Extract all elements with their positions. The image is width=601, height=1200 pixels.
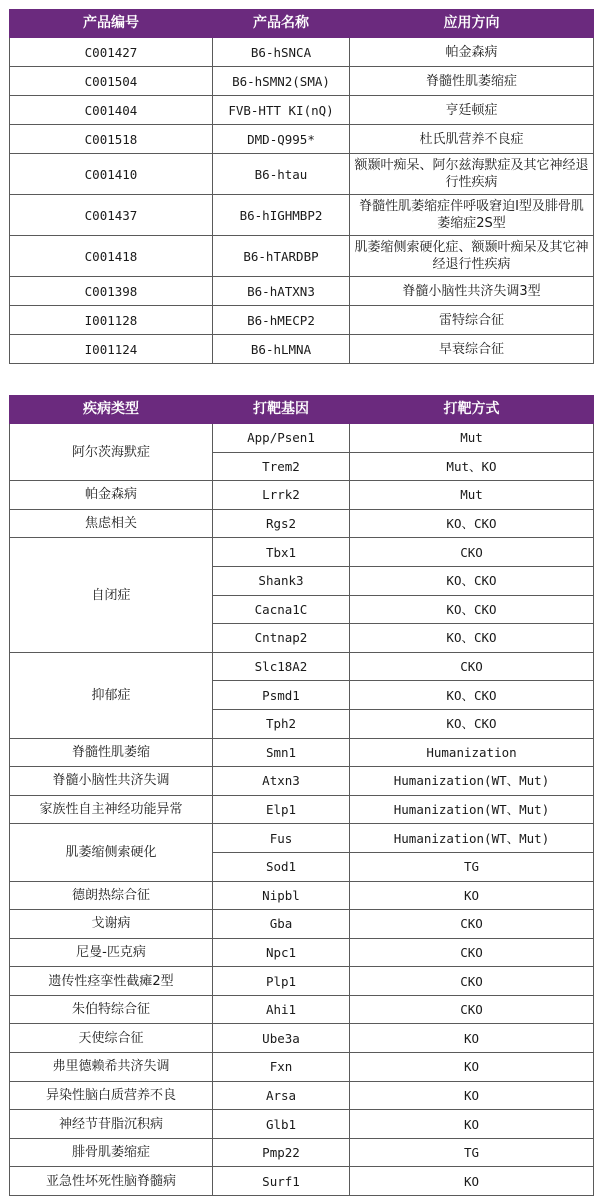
header-application: 应用方向 xyxy=(350,10,594,38)
target-method-cell: KO xyxy=(350,1024,594,1053)
target-method-cell: Mut、KO xyxy=(350,452,594,481)
target-method-cell: CKO xyxy=(350,938,594,967)
application-cell: 额颞叶痴呆、阿尔兹海默症及其它神经退行性疾病 xyxy=(350,154,594,195)
header-target-method: 打靶方式 xyxy=(350,396,594,424)
product-row xyxy=(10,38,594,67)
target-method-cell: KO、CKO xyxy=(350,681,594,710)
target-method-cell: Mut xyxy=(350,481,594,510)
target-method-cell: TG xyxy=(350,852,594,881)
disease-type-cell: 抑郁症 xyxy=(10,652,213,738)
target-method-cell: TG xyxy=(350,1138,594,1167)
product-code-cell: C001504 xyxy=(10,67,213,96)
product-table-header xyxy=(10,10,594,38)
target-gene-cell: Ahi1 xyxy=(213,995,350,1024)
target-method-cell: Humanization(WT、Mut) xyxy=(350,824,594,853)
disease-type-cell: 异染性脑白质营养不良 xyxy=(10,1081,213,1110)
disease-type-cell: 神经节苷脂沉积病 xyxy=(10,1110,213,1139)
product-name-cell: B6-hIGHMBP2 xyxy=(213,195,350,236)
disease-type-cell: 肌萎缩侧索硬化 xyxy=(10,824,213,881)
target-gene-cell: Arsa xyxy=(213,1081,350,1110)
target-method-cell: CKO xyxy=(350,652,594,681)
target-gene-cell: Ube3a xyxy=(213,1024,350,1053)
disease-type-cell: 脊髓性肌萎缩 xyxy=(10,738,213,767)
application-cell: 帕金森病 xyxy=(350,38,594,67)
target-method-cell: KO xyxy=(350,1053,594,1082)
disease-type-cell: 朱伯特综合征 xyxy=(10,995,213,1024)
target-gene-cell: Rgs2 xyxy=(213,509,350,538)
target-gene-cell: Lrrk2 xyxy=(213,481,350,510)
target-method-cell: CKO xyxy=(350,910,594,939)
target-method-cell: Humanization(WT、Mut) xyxy=(350,767,594,796)
disease-type-cell: 德朗热综合征 xyxy=(10,881,213,910)
target-gene-cell: Slc18A2 xyxy=(213,652,350,681)
product-code-cell: C001404 xyxy=(10,96,213,125)
target-gene-cell: Cacna1C xyxy=(213,595,350,624)
target-gene-cell: Npc1 xyxy=(213,938,350,967)
target-gene-cell: Elp1 xyxy=(213,795,350,824)
target-gene-cell: Glb1 xyxy=(213,1110,350,1139)
target-gene-cell: Shank3 xyxy=(213,566,350,595)
target-row xyxy=(10,1024,594,1053)
header-target-gene: 打靶基因 xyxy=(213,396,350,424)
target-gene-cell: Atxn3 xyxy=(213,767,350,796)
target-method-cell: KO xyxy=(350,1110,594,1139)
header-product-code: 产品编号 xyxy=(10,10,213,38)
disease-type-cell: 腓骨肌萎缩症 xyxy=(10,1138,213,1167)
product-name-cell: B6-hSNCA xyxy=(213,38,350,67)
target-gene-cell: Cntnap2 xyxy=(213,624,350,653)
product-row xyxy=(10,335,594,364)
product-name-cell: B6-hLMNA xyxy=(213,335,350,364)
target-method-cell: KO xyxy=(350,1167,594,1196)
target-table xyxy=(9,395,594,1196)
target-row xyxy=(10,767,594,796)
target-table-header xyxy=(10,396,594,424)
product-code-cell: C001398 xyxy=(10,277,213,306)
disease-type-cell: 尼曼-匹克病 xyxy=(10,938,213,967)
application-cell: 雷特综合征 xyxy=(350,306,594,335)
target-row xyxy=(10,1167,594,1196)
product-code-cell: C001427 xyxy=(10,38,213,67)
target-method-cell: KO、CKO xyxy=(350,624,594,653)
target-row xyxy=(10,824,594,853)
target-method-cell: KO xyxy=(350,881,594,910)
product-code-cell: C001418 xyxy=(10,236,213,277)
application-cell: 脊髓性肌萎缩症 xyxy=(350,67,594,96)
target-gene-cell: Nipbl xyxy=(213,881,350,910)
target-gene-cell: Trem2 xyxy=(213,452,350,481)
target-row xyxy=(10,1110,594,1139)
product-row xyxy=(10,277,594,306)
target-row xyxy=(10,910,594,939)
target-row xyxy=(10,1053,594,1082)
disease-type-cell: 阿尔茨海默症 xyxy=(10,424,213,481)
product-row xyxy=(10,306,594,335)
target-row xyxy=(10,967,594,996)
application-cell: 肌萎缩侧索硬化症、额颞叶痴呆及其它神经退行性疾病 xyxy=(350,236,594,277)
target-method-cell: KO、CKO xyxy=(350,509,594,538)
target-method-cell: Mut xyxy=(350,424,594,453)
target-row xyxy=(10,881,594,910)
product-row xyxy=(10,67,594,96)
product-name-cell: FVB-HTT KI(nQ) xyxy=(213,96,350,125)
target-row xyxy=(10,509,594,538)
product-name-cell: B6-hSMN2(SMA) xyxy=(213,67,350,96)
target-gene-cell: Tph2 xyxy=(213,709,350,738)
target-gene-cell: Fxn xyxy=(213,1053,350,1082)
target-method-cell: CKO xyxy=(350,995,594,1024)
product-name-cell: DMD-Q995* xyxy=(213,125,350,154)
target-method-cell: Humanization(WT、Mut) xyxy=(350,795,594,824)
target-gene-cell: Sod1 xyxy=(213,852,350,881)
target-method-cell: Humanization xyxy=(350,738,594,767)
disease-type-cell: 家族性自主神经功能异常 xyxy=(10,795,213,824)
disease-type-cell: 脊髓小脑性共济失调 xyxy=(10,767,213,796)
target-method-cell: KO、CKO xyxy=(350,709,594,738)
target-row xyxy=(10,738,594,767)
product-code-cell: C001518 xyxy=(10,125,213,154)
product-code-cell: I001128 xyxy=(10,306,213,335)
product-name-cell: B6-htau xyxy=(213,154,350,195)
product-code-cell: C001410 xyxy=(10,154,213,195)
target-gene-cell: Pmp22 xyxy=(213,1138,350,1167)
target-gene-cell: Tbx1 xyxy=(213,538,350,567)
target-method-cell: KO xyxy=(350,1081,594,1110)
target-row xyxy=(10,995,594,1024)
disease-type-cell: 弗里德赖希共济失调 xyxy=(10,1053,213,1082)
target-row xyxy=(10,1081,594,1110)
disease-type-cell: 焦虑相关 xyxy=(10,509,213,538)
target-method-cell: KO、CKO xyxy=(350,566,594,595)
disease-type-cell: 天使综合征 xyxy=(10,1024,213,1053)
target-row xyxy=(10,795,594,824)
target-row xyxy=(10,481,594,510)
disease-type-cell: 帕金森病 xyxy=(10,481,213,510)
application-cell: 亨廷顿症 xyxy=(350,96,594,125)
application-cell: 早衰综合征 xyxy=(350,335,594,364)
header-product-name: 产品名称 xyxy=(213,10,350,38)
header-disease-type: 疾病类型 xyxy=(10,396,213,424)
product-name-cell: B6-hATXN3 xyxy=(213,277,350,306)
product-row xyxy=(10,195,594,236)
target-method-cell: KO、CKO xyxy=(350,595,594,624)
target-row xyxy=(10,652,594,681)
application-cell: 脊髓小脑性共济失调3型 xyxy=(350,277,594,306)
product-code-cell: I001124 xyxy=(10,335,213,364)
target-method-cell: CKO xyxy=(350,538,594,567)
target-row xyxy=(10,938,594,967)
target-method-cell: CKO xyxy=(350,967,594,996)
disease-type-cell: 自闭症 xyxy=(10,538,213,652)
disease-type-cell: 遗传性痉挛性截瘫2型 xyxy=(10,967,213,996)
product-name-cell: B6-hTARDBP xyxy=(213,236,350,277)
product-row xyxy=(10,125,594,154)
target-gene-cell: Gba xyxy=(213,910,350,939)
product-code-cell: C001437 xyxy=(10,195,213,236)
target-gene-cell: App/Psen1 xyxy=(213,424,350,453)
target-gene-cell: Psmd1 xyxy=(213,681,350,710)
product-name-cell: B6-hMECP2 xyxy=(213,306,350,335)
target-row xyxy=(10,424,594,453)
target-gene-cell: Plp1 xyxy=(213,967,350,996)
application-cell: 脊髓性肌萎缩症伴呼吸窘迫I型及腓骨肌萎缩症2S型 xyxy=(350,195,594,236)
product-row xyxy=(10,154,594,195)
target-gene-cell: Smn1 xyxy=(213,738,350,767)
application-cell: 杜氏肌营养不良症 xyxy=(350,125,594,154)
target-gene-cell: Fus xyxy=(213,824,350,853)
target-row xyxy=(10,1138,594,1167)
target-gene-cell: Surf1 xyxy=(213,1167,350,1196)
target-row xyxy=(10,538,594,567)
disease-type-cell: 戈谢病 xyxy=(10,910,213,939)
product-row xyxy=(10,236,594,277)
product-row xyxy=(10,96,594,125)
product-table xyxy=(9,9,594,364)
disease-type-cell: 亚急性坏死性脑脊髓病 xyxy=(10,1167,213,1196)
